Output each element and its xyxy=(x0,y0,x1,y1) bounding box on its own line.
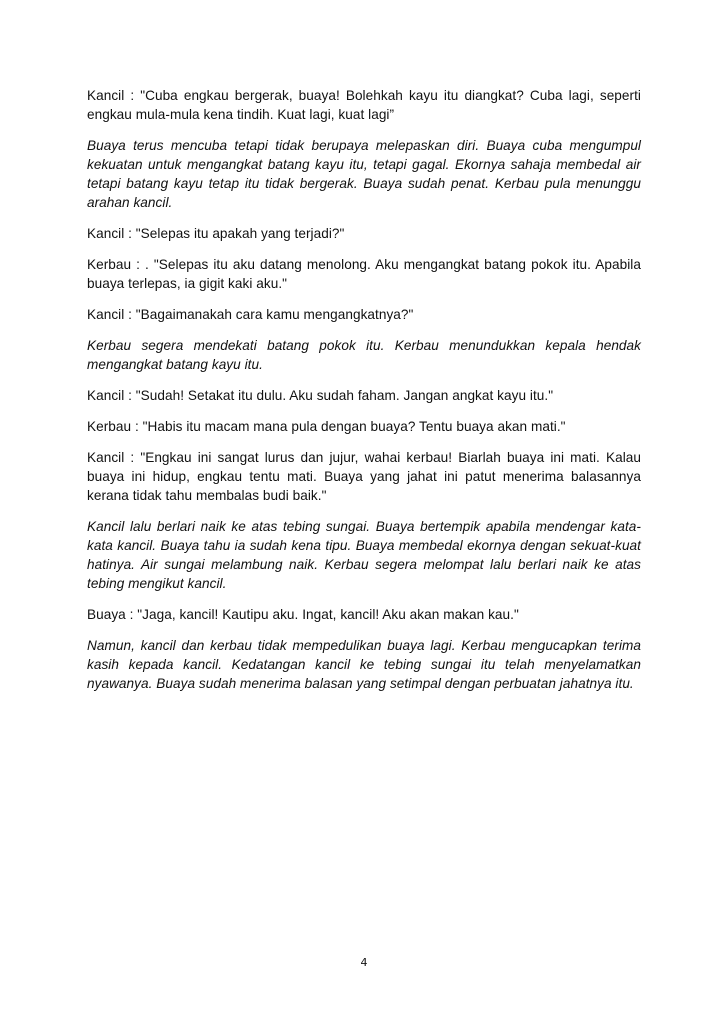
dialogue-paragraph: Kancil : "Engkau ini sangat lurus dan jujur, wahai kerbau! Biarlah buaya ini mati. Kalau buaya ini hidup, engkau tentu mati. Buaya yang jahat ini patut menerima balasannya kerana tidak tahu membalas budi baik." xyxy=(87,450,641,503)
narration-paragraph: Kancil lalu berlari naik ke atas tebing sungai. Buaya bertempik apabila mendengar kata-kata kancil. Buaya tahu ia sudah kena tipu. Buaya membedal ekornya dengan sekuat-kuat hatinya. Air sungai melambung naik. Kerbau segera melompat lalu berlari naik ke atas tebing mengikut kancil. xyxy=(87,519,641,591)
dialogue-paragraph: Kancil : "Sudah! Setakat itu dulu. Aku sudah faham. Jangan angkat kayu itu." xyxy=(87,388,554,403)
dialogue-paragraph: Kancil : "Bagaimanakah cara kamu mengangkatnya?" xyxy=(87,307,414,322)
narration-paragraph: Namun, kancil dan kerbau tidak mempedulikan buaya lagi. Kerbau mengucapkan terima kasih kepada kancil. Kedatangan kancil ke tebing sungai itu telah menyelamatkan nyawanya. Buaya sudah menerima balasan yang setimpal dengan perbuatan jahatnya itu. xyxy=(87,638,641,691)
page-body xyxy=(87,86,641,705)
dialogue-paragraph: Kancil : "Cuba engkau bergerak, buaya! Bolehkah kayu itu diangkat? Cuba lagi, seperti engkau mula-mula kena tindih. Kuat lagi, kuat lagi” xyxy=(87,88,641,122)
narration-paragraph: Kerbau segera mendekati batang pokok itu. Kerbau menundukkan kepala hendak mengangkat batang kayu itu. xyxy=(87,338,641,372)
dialogue-paragraph: Buaya : "Jaga, kancil! Kautipu aku. Ingat, kancil! Aku akan makan kau." xyxy=(87,607,519,622)
narration-paragraph: Buaya terus mencuba tetapi tidak berupaya melepaskan diri. Buaya cuba mengumpul kekuatan untuk mengangkat batang kayu itu, tetapi gagal. Ekornya sahaja membedal air tetapi batang kayu tetap itu tidak bergerak. Buaya sudah penat. Kerbau pula menunggu arahan kancil. xyxy=(87,138,641,210)
dialogue-paragraph: Kerbau : "Habis itu macam mana pula dengan buaya? Tentu buaya akan mati." xyxy=(87,419,566,434)
dialogue-paragraph: Kerbau : . "Selepas itu aku datang menolong. Aku mengangkat batang pokok itu. Apabila buaya terlepas, ia gigit kaki aku." xyxy=(87,257,641,291)
dialogue-paragraph: Kancil : "Selepas itu apakah yang terjadi?" xyxy=(87,226,345,241)
page-number: 4 xyxy=(360,956,368,969)
